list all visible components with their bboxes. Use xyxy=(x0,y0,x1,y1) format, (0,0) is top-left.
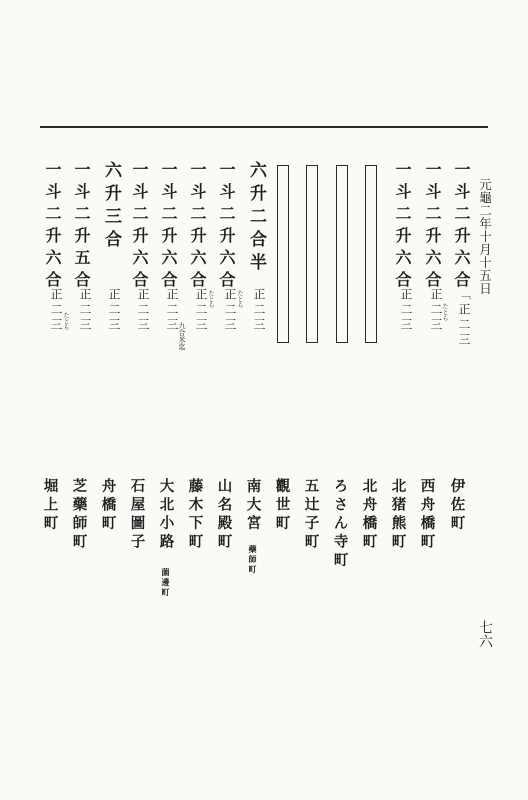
entry-grade: 正二三 xyxy=(252,288,266,333)
town-name: 西舟橋町 xyxy=(418,478,436,552)
blank-slot-bracket xyxy=(365,165,377,343)
entry-grade: 正二三 xyxy=(78,288,92,333)
entry-quantity: 一斗二升六合 xyxy=(188,161,207,293)
town-name: 五辻子町 xyxy=(302,478,320,552)
town-name: 北猪熊町 xyxy=(389,478,407,552)
entry-grade: 正二三 xyxy=(194,288,208,333)
town-name: 石屋圖子 xyxy=(128,478,146,552)
document-date: 元龜二年十月十五日 xyxy=(477,178,493,295)
entry-quantity: 一斗二升五合 xyxy=(72,161,91,293)
town-name: 芝藥師町 xyxy=(70,478,88,552)
town-subname: 藥師町 xyxy=(248,545,258,575)
entry-quantity: 一斗二升六合 xyxy=(393,161,412,293)
town-name: 舟橋町 xyxy=(99,478,117,534)
header-rule xyxy=(40,126,488,128)
town-subname: 薗邊町 xyxy=(161,568,171,598)
entry-quantity: 一斗二升六合 xyxy=(452,161,471,293)
entry-quantity: 六升二合半 xyxy=(246,161,266,276)
page-number: 七六 xyxy=(477,620,493,648)
entry-ruby: たとら xyxy=(236,290,243,308)
entry-quantity: 一斗二升六合 xyxy=(423,161,442,293)
entry-grade: 正二三 xyxy=(429,288,443,333)
entry-note: 九合米迄 xyxy=(178,322,186,350)
town-name: 大北小路 xyxy=(157,478,175,552)
entry-grade: 正二三 xyxy=(107,288,121,333)
town-name: 藤木下町 xyxy=(186,478,204,552)
entry-ruby: たとら xyxy=(441,303,448,321)
town-name: 伊佐町 xyxy=(448,478,466,534)
town-name: 山名殿町 xyxy=(215,478,233,552)
entry-quantity: 一斗二升六合 xyxy=(217,161,236,293)
entry-grade: 正二三 xyxy=(399,288,413,333)
blank-slot-bracket xyxy=(277,165,289,343)
entry-quantity: 一斗二升六合 xyxy=(43,161,62,293)
entry-grade: 正二三 xyxy=(49,288,63,333)
town-name: 堀上町 xyxy=(41,478,59,534)
entry-ruby: たとら xyxy=(62,312,69,330)
town-name: ろさん寺町 xyxy=(331,478,349,571)
town-name: 南大宮 xyxy=(244,478,262,534)
entry-grade: 正二三 xyxy=(136,288,150,333)
town-name: 北舟橋町 xyxy=(360,478,378,552)
entry-grade: 正二三 xyxy=(223,288,237,333)
blank-slot-bracket xyxy=(336,165,348,343)
entry-quantity: 一斗二升六合 xyxy=(159,161,178,293)
entry-quantity: 六升三合 xyxy=(101,161,121,253)
town-name: 觀世町 xyxy=(273,478,291,534)
entry-grade: 正二三 xyxy=(165,288,179,333)
entry-grade: 「正二三 xyxy=(457,288,471,348)
entry-quantity: 一斗二升六合 xyxy=(130,161,149,293)
blank-slot-bracket xyxy=(306,165,318,343)
entry-ruby: たとら xyxy=(207,290,214,308)
